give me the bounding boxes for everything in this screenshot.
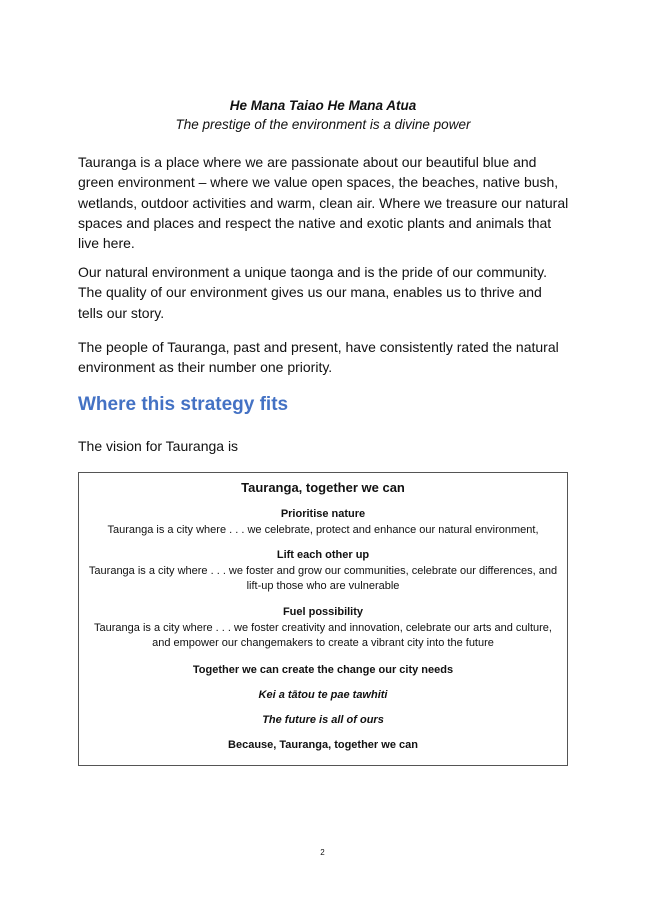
paragraph-taonga: Our natural environment a unique taonga and is the pride of our community. The quality of our environment gives us our mana, enables us to thrive and tells our story. [78, 264, 548, 321]
quote-title: He Mana Taiao He Mana Atua [229, 98, 417, 113]
vision-title: Tauranga, together we can [241, 480, 405, 495]
vision-block-heading: Fuel possibility [282, 606, 364, 618]
vision-block-text: Tauranga is a city where . . . we foster creativity and innovation, celebrate our arts and culture, and empower our changemakers to create a vibrant city into the future [94, 621, 552, 649]
vision-block-fuel-possibility [85, 605, 561, 652]
vision-closing-line: Together we can create the change our city needs [192, 664, 454, 676]
vision-block-prioritise-nature [85, 507, 561, 538]
vision-closing-maori: Kei a tātou te pae tawhiti [258, 689, 388, 701]
vision-block-text: Tauranga is a city where . . . we celebrate, protect and enhance our natural environment, [107, 523, 539, 536]
section-intro: The vision for Tauranga is [78, 438, 239, 454]
vision-block-text: Tauranga is a city where . . . we foster and grow our communities, celebrate our differences, and lift-up those who are vulnerable [88, 564, 558, 592]
page-number: 2 [320, 848, 325, 857]
paragraph-environment: Tauranga is a place where we are passionate about our beautiful blue and green environment – where we value open spaces, the beaches, native bush, wetlands, outdoor activities and warm, clean air. Where we treasure our natural spaces and places and respect the native and exotic plants and animals that live here. [78, 154, 569, 252]
opening-quote [78, 96, 568, 134]
vision-closing-final: Because, Tauranga, together we can [228, 739, 418, 751]
quote-translation: The prestige of the environment is a divine power [175, 117, 471, 132]
vision-block-lift-each-other [85, 548, 561, 595]
vision-block-heading: Lift each other up [276, 549, 370, 561]
vision-closing-future: The future is all of ours [262, 714, 384, 726]
section-heading: Where this strategy fits [78, 394, 289, 415]
vision-box [78, 472, 568, 766]
paragraph-priority: The people of Tauranga, past and present, have consistently rated the natural environment as their number one priority. [78, 339, 559, 376]
vision-block-heading: Prioritise nature [280, 508, 366, 520]
